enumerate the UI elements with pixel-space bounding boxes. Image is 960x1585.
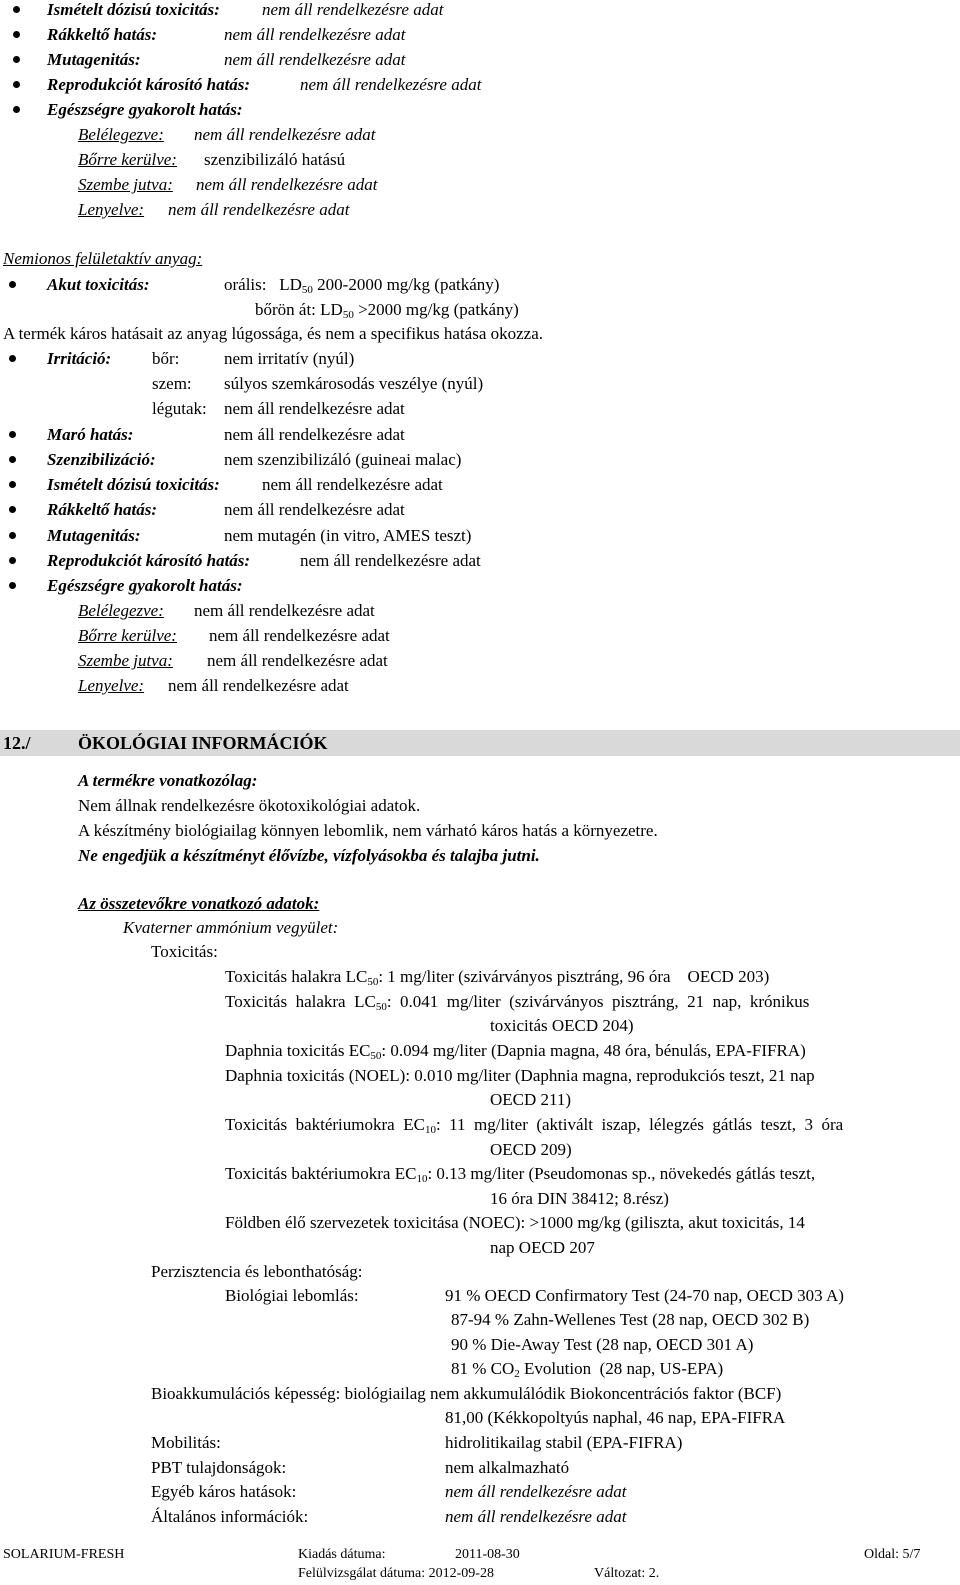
bio-text: 81 % CO	[451, 1359, 515, 1378]
dermal-label: bőrön át:	[255, 300, 316, 319]
label-eye: Szembe jutva:	[78, 175, 173, 194]
general-info-label: Általános információk:	[151, 1507, 309, 1526]
section-number: 12./	[3, 733, 31, 753]
bio-text: Evolution (28 nap, US-EPA)	[519, 1359, 724, 1378]
ld-symbol: LD	[320, 300, 343, 319]
value-carcinogenic: nem áll rendelkezésre adat	[224, 25, 406, 44]
value-eye: nem áll rendelkezésre adat	[196, 175, 378, 194]
product-heading: A termékre vonatkozólag:	[78, 771, 258, 790]
footer-product: SOLARIUM-FRESH	[3, 1547, 125, 1562]
label-health-effect: Egészségre gyakorolt hatás:	[47, 100, 243, 119]
footer-version: Változat: 2.	[594, 1566, 660, 1581]
bullet	[9, 456, 16, 463]
tox-bacteria-2	[225, 1164, 815, 1184]
tox-daphnia-2-cont: OECD 211)	[490, 1090, 572, 1109]
tox-text: Toxicitás baktériumokra EC	[225, 1164, 417, 1183]
tox-sub: 10	[424, 1124, 436, 1136]
footer-issue-label: Kiadás dátuma:	[298, 1547, 386, 1562]
label-skin: Bőrre kerülve:	[78, 150, 177, 169]
biodeg-4	[451, 1359, 723, 1379]
value-repeated-dose: nem áll rendelkezésre adat	[262, 475, 443, 494]
value-skin: szenzibilizáló hatású	[204, 150, 346, 169]
value-skin: nem áll rendelkezésre adat	[209, 626, 390, 645]
tox-text: Toxicitás baktériumokra EC	[225, 1115, 425, 1134]
label-sensitization: Szenzibilizáció:	[47, 450, 156, 469]
label-reproductive: Reprodukciót károsító hatás:	[47, 75, 251, 94]
label-ingestion: Lenyelve:	[78, 676, 145, 695]
other-effects-label: Egyéb káros hatások:	[151, 1482, 297, 1501]
tox-daphnia-2: Daphnia toxicitás (NOEL): 0.010 mg/liter (Daphnia magna, reprodukciós teszt, 21 nap	[225, 1066, 815, 1085]
bio-sub: 2	[514, 1368, 520, 1380]
dermal-value: >2000 mg/kg (patkány)	[358, 300, 519, 319]
label-inhalation: Belélegezve:	[78, 125, 164, 144]
tox-bacteria-1	[225, 1115, 843, 1135]
tox-bacteria-2-cont: 16 óra DIN 38412; 8.rész)	[490, 1189, 669, 1208]
value-ingestion: nem áll rendelkezésre adat	[168, 200, 350, 219]
irr-airway-value: nem áll rendelkezésre adat	[224, 399, 405, 418]
section-title: ÖKOLÓGIAI INFORMÁCIÓK	[78, 733, 328, 753]
label-acute-toxicity: Akut toxicitás:	[47, 275, 150, 294]
tox-fish-1	[225, 967, 769, 987]
tox-text: : 1 mg/liter (szivárványos pisztráng, 96 óra OECD 203)	[378, 967, 770, 986]
biodeg-label: Biológiai lebomlás:	[225, 1286, 359, 1305]
tox-text: Daphnia toxicitás EC	[225, 1041, 371, 1060]
irr-skin-key: bőr:	[152, 349, 180, 368]
toxicity-label: Toxicitás:	[151, 942, 218, 961]
value-corrosive: nem áll rendelkezésre adat	[224, 425, 405, 444]
bullet	[9, 506, 16, 513]
irr-airway-key: légutak:	[152, 399, 207, 418]
label-irritation: Irritáció:	[47, 349, 112, 368]
product-line-1: Nem állnak rendelkezésre ökotoxikológiai adatok.	[78, 796, 421, 815]
bullet	[9, 281, 16, 288]
ld-sub: 50	[301, 284, 313, 296]
bullet	[13, 6, 20, 13]
label-health-effect: Egészségre gyakorolt hatás:	[47, 576, 243, 595]
label-repeated-dose: Ismételt dózisú toxicitás:	[47, 475, 220, 494]
components-heading: Az összetevőkre vonatkozó adatok:	[78, 894, 320, 913]
bullet	[9, 532, 16, 539]
bullet	[13, 106, 20, 113]
tox-text: : 0.041 mg/liter (szivárványos pisztráng, 21 nap, krónikus	[386, 992, 810, 1011]
product-line-2: A készítmény biológiailag könnyen lebomlik, nem várható káros hatás a környezetre.	[78, 821, 658, 840]
tox-text: : 0.13 mg/liter (Pseudomonas sp., növekedés gátlás teszt,	[427, 1164, 816, 1183]
bullet	[9, 431, 16, 438]
nonionic-title: Nemionos felületaktív anyag:	[3, 249, 203, 268]
label-reproductive: Reprodukciót károsító hatás:	[47, 551, 251, 570]
ld-sub: 50	[342, 309, 354, 321]
product-line-3: Ne engedjük a készítményt élővízbe, vízfolyásokba és talajba jutni.	[78, 846, 540, 865]
label-mutagenicity: Mutagenitás:	[47, 50, 141, 69]
bullet	[9, 557, 16, 564]
bullet	[9, 355, 16, 362]
value-mutagenicity: nem mutagén (in vitro, AMES teszt)	[224, 526, 472, 545]
tox-sub: 50	[375, 1001, 387, 1013]
pbt-value: nem alkalmazható	[445, 1458, 570, 1477]
biodeg-2: 87-94 % Zahn-Wellenes Test (28 nap, OECD 302 B)	[451, 1310, 810, 1329]
mobility-label: Mobilitás:	[151, 1433, 221, 1452]
biodeg-3: 90 % Die-Away Test (28 nap, OECD 301 A)	[451, 1335, 754, 1354]
bullet	[13, 56, 20, 63]
mobility-value: hidrolitikailag stabil (EPA-FIFRA)	[445, 1433, 683, 1452]
irr-skin-value: nem irritatív (nyúl)	[224, 349, 355, 368]
value-reproductive: nem áll rendelkezésre adat	[300, 551, 481, 570]
section-header	[0, 730, 960, 756]
value-mutagenicity: nem áll rendelkezésre adat	[224, 50, 406, 69]
bullet	[9, 582, 16, 589]
biodeg-1: 91 % OECD Confirmatory Test (24-70 nap, OECD 303 A)	[445, 1286, 844, 1305]
label-carcinogenic: Rákkeltő hatás:	[47, 25, 158, 44]
label-inhalation: Belélegezve:	[78, 601, 164, 620]
tox-soil-cont: nap OECD 207	[490, 1238, 595, 1257]
persistence-label: Perzisztencia és lebonthatóság:	[151, 1262, 363, 1281]
label-corrosive: Maró hatás:	[47, 425, 134, 444]
bioaccumulation: Bioakkumulációs képesség: biológiailag nem akkumulálódik Biokoncentrációs faktor (BCF)	[151, 1384, 782, 1403]
tox-text: : 11 mg/liter (aktivált iszap, lélegzés gátlás teszt, 3 óra	[435, 1115, 844, 1134]
label-mutagenicity: Mutagenitás:	[47, 526, 141, 545]
bioaccumulation-cont: 81,00 (Kékkopoltyús naphal, 46 nap, EPA-FIFRA	[445, 1408, 786, 1427]
label-skin: Bőrre kerülve:	[78, 626, 177, 645]
oral-value: 200-2000 mg/kg (patkány)	[317, 275, 500, 294]
tox-fish-2	[225, 992, 809, 1012]
label-eye: Szembe jutva:	[78, 651, 173, 670]
bullet	[9, 481, 16, 488]
tox-sub: 50	[367, 976, 379, 988]
dermal-row	[255, 300, 519, 320]
label-repeated-dose: Ismételt dózisú toxicitás:	[47, 0, 220, 19]
value-carcinogenic: nem áll rendelkezésre adat	[224, 500, 405, 519]
tox-soil: Földben élő szervezetek toxicitása (NOEC): >1000 mg/kg (giliszta, akut toxicitás, 14	[225, 1213, 805, 1232]
label-carcinogenic: Rákkeltő hatás:	[47, 500, 158, 519]
value-reproductive: nem áll rendelkezésre adat	[300, 75, 482, 94]
general-info-value: nem áll rendelkezésre adat	[445, 1507, 627, 1526]
tox-sub: 10	[416, 1173, 428, 1185]
tox-text: Toxicitás halakra LC	[225, 992, 376, 1011]
footer-review: Felülvizsgálat dátuma: 2012-09-28	[298, 1566, 494, 1581]
tox-text: : 0.094 mg/liter (Dapnia magna, 48 óra, bénulás, EPA-FIFRA)	[381, 1041, 806, 1060]
irr-eye-value: súlyos szemkárosodás veszélye (nyúl)	[224, 374, 484, 393]
component-name: Kvaterner ammónium vegyület:	[123, 918, 339, 937]
tox-fish-2-cont: toxicitás OECD 204)	[490, 1016, 634, 1035]
alkalinity-note: A termék káros hatásait az anyag lúgossága, és nem a specifikus hatása okozza.	[3, 324, 544, 343]
value-repeated-dose: nem áll rendelkezésre adat	[262, 0, 444, 19]
ld-symbol: LD	[279, 275, 302, 294]
label-ingestion: Lenyelve:	[78, 200, 145, 219]
pbt-label: PBT tulajdonságok:	[151, 1458, 287, 1477]
tox-text: Toxicitás halakra LC	[225, 967, 368, 986]
other-effects-value: nem áll rendelkezésre adat	[445, 1482, 627, 1501]
oral-row	[224, 275, 499, 295]
value-inhalation: nem áll rendelkezésre adat	[194, 125, 376, 144]
tox-sub: 50	[370, 1050, 382, 1062]
footer-issue-date: 2011-08-30	[455, 1547, 520, 1562]
bullet	[13, 31, 20, 38]
oral-label: orális:	[224, 275, 267, 294]
tox-bacteria-1-cont: OECD 209)	[490, 1140, 572, 1159]
value-ingestion: nem áll rendelkezésre adat	[168, 676, 349, 695]
value-eye: nem áll rendelkezésre adat	[207, 651, 388, 670]
bullet	[13, 81, 20, 88]
value-inhalation: nem áll rendelkezésre adat	[194, 601, 375, 620]
tox-daphnia-1	[225, 1041, 806, 1061]
irr-eye-key: szem:	[152, 374, 192, 393]
value-sensitization: nem szenzibilizáló (guineai malac)	[224, 450, 462, 469]
footer-page: Oldal: 5/7	[864, 1547, 921, 1562]
